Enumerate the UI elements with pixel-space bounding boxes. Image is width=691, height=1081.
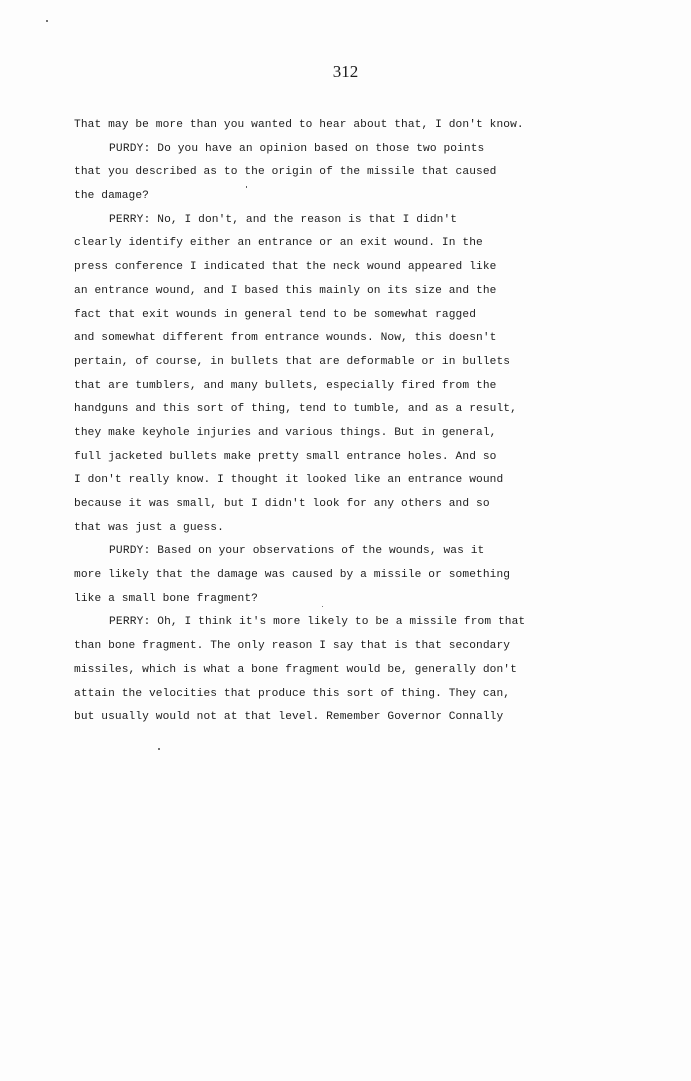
- transcript-line: full jacketed bullets make pretty small entrance holes. And so: [74, 450, 497, 463]
- transcript-line: PERRY: Oh, I think it's more likely to be a missile from that: [109, 616, 526, 629]
- transcript-line: like a small bone fragment?: [74, 592, 258, 605]
- transcript-line: press conference I indicated that the neck wound appeared like: [74, 261, 497, 274]
- transcript-line: that you described as to the origin of the missile that caused: [74, 166, 497, 179]
- transcript-line: PERRY: No, I don't, and the reason is that I didn't: [109, 213, 458, 226]
- transcript-line: missiles, which is what a bone fragment would be, generally don't: [74, 663, 517, 676]
- transcript-line: pertain, of course, in bullets that are deformable or in bullets: [74, 355, 511, 368]
- speaker-label: PURDY:: [109, 142, 151, 155]
- speaker-label: PERRY:: [109, 213, 151, 226]
- transcript-line: handguns and this sort of thing, tend to tumble, and as a result,: [74, 403, 517, 416]
- scan-speck: [46, 20, 48, 22]
- transcript-line: and somewhat different from entrance wounds. Now, this doesn't: [74, 332, 497, 345]
- transcript-line: than bone fragment. The only reason I say that is that secondary: [74, 640, 511, 653]
- scan-speck: [322, 606, 323, 607]
- transcript-line: attain the velocities that produce this sort of thing. They can,: [74, 687, 511, 700]
- transcript-line: PURDY: Based on your observations of the wounds, was it: [109, 545, 485, 558]
- transcript-line: clearly identify either an entrance or an exit wound. In the: [74, 237, 483, 250]
- speaker-label: PERRY:: [109, 616, 151, 629]
- transcript-line: I don't really know. I thought it looked like an entrance wound: [74, 474, 504, 487]
- scan-speck: [158, 748, 160, 750]
- transcript-body: [74, 114, 574, 730]
- speaker-label: PURDY:: [109, 545, 151, 558]
- transcript-line: PURDY: Do you have an opinion based on those two points: [109, 142, 485, 155]
- transcript-line: that are tumblers, and many bullets, especially fired from the: [74, 379, 497, 392]
- transcript-line: the damage?: [74, 190, 149, 203]
- transcript-line: because it was small, but I didn't look for any others and so: [74, 498, 490, 510]
- transcript-line: but usually would not at that level. Remember Governor Connally: [74, 711, 504, 724]
- transcript-line: That may be more than you wanted to hear about that, I don't know.: [74, 119, 524, 131]
- scan-speck: [246, 186, 247, 188]
- page-number: 312: [332, 62, 359, 81]
- transcript-line: an entrance wound, and I based this mainly on its size and the: [74, 284, 497, 297]
- transcript-line: fact that exit wounds in general tend to be somewhat ragged: [74, 308, 477, 321]
- transcript-line: that was just a guess.: [74, 521, 224, 534]
- transcript-line: more likely that the damage was caused by a missile or something: [74, 569, 511, 582]
- transcript-line: they make keyhole injuries and various things. But in general,: [74, 426, 497, 439]
